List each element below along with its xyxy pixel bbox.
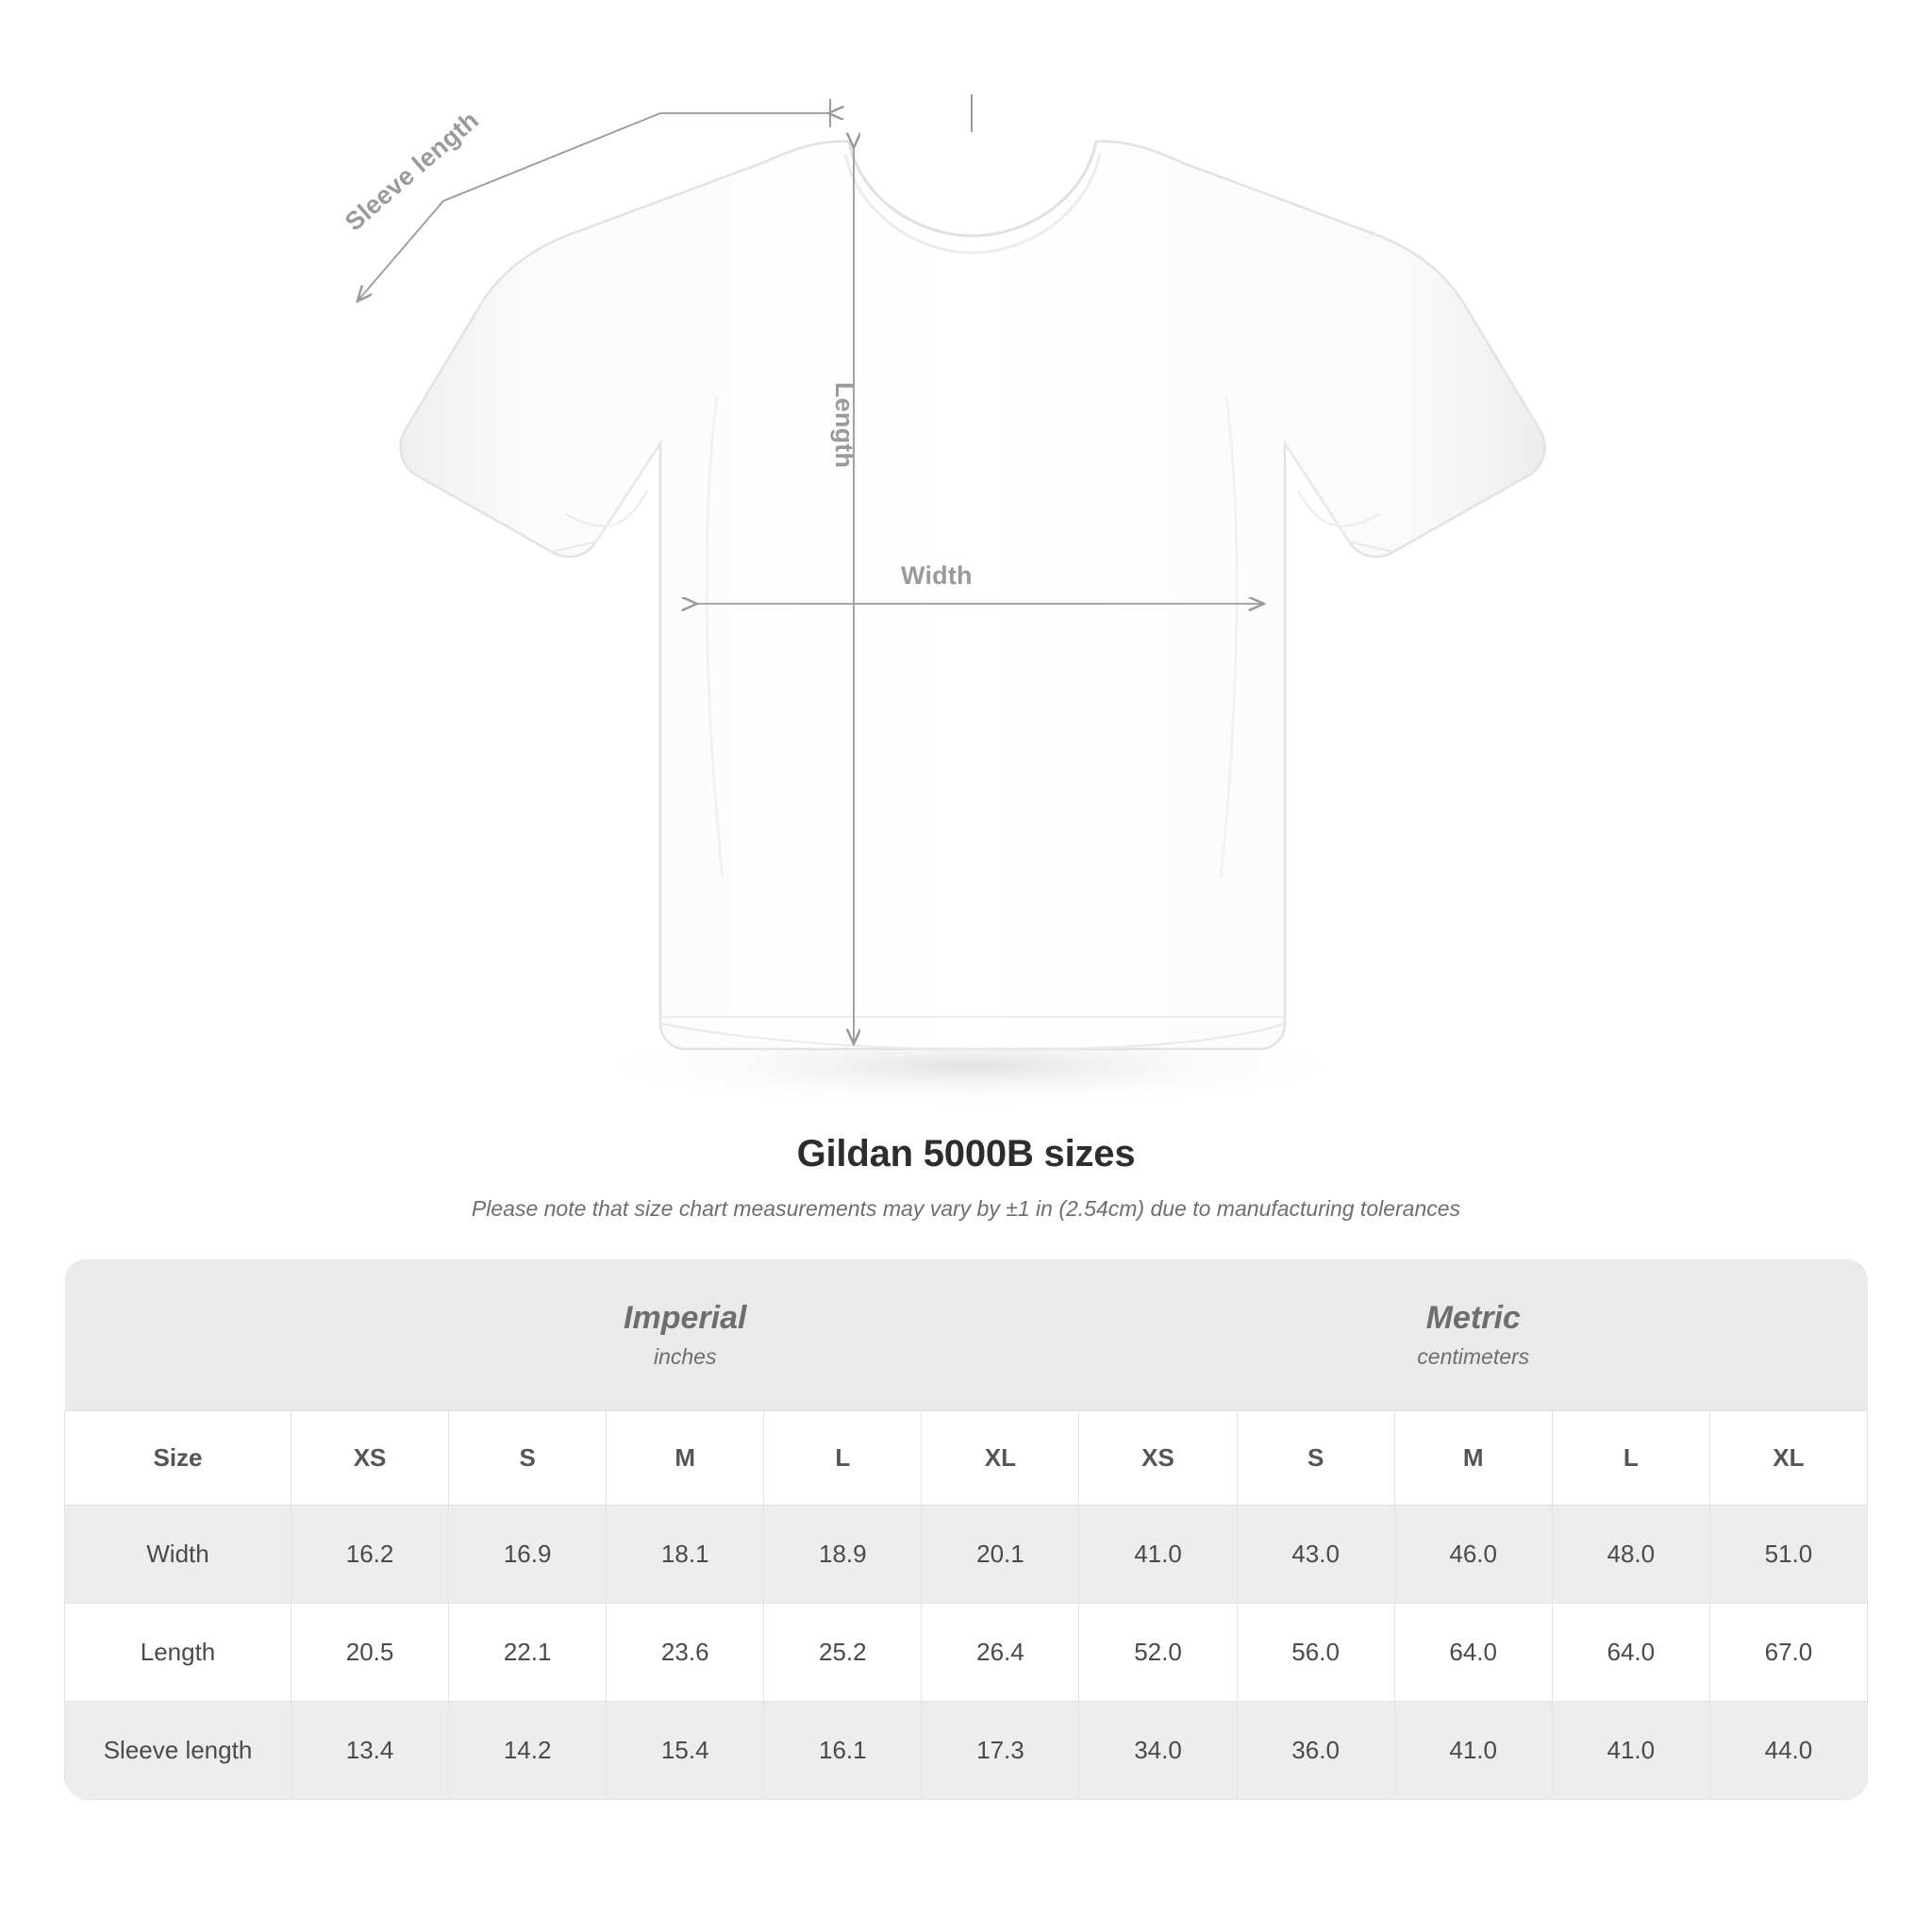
cell-width-xs-cm: 41.0 xyxy=(1079,1505,1237,1603)
size-header-xl-imperial: XL xyxy=(922,1410,1079,1505)
imperial-unit-header xyxy=(291,1259,1079,1410)
cell-width-xl-cm: 51.0 xyxy=(1709,1505,1867,1603)
size-table xyxy=(64,1259,1868,1800)
cell-sleeve-m-in: 15.4 xyxy=(607,1701,764,1799)
imperial-unit-sub: inches xyxy=(653,1343,717,1369)
size-header-m-imperial: M xyxy=(607,1410,764,1505)
cell-width-s-in: 16.9 xyxy=(449,1505,607,1603)
cell-sleeve-xs-cm: 34.0 xyxy=(1079,1701,1237,1799)
table-row xyxy=(65,1701,1868,1799)
cell-length-xs-in: 20.5 xyxy=(291,1603,449,1701)
imperial-unit-name: Imperial xyxy=(624,1299,747,1336)
size-header-row xyxy=(65,1410,1868,1505)
cell-length-l-in: 25.2 xyxy=(764,1603,922,1701)
cell-width-l-cm: 48.0 xyxy=(1552,1505,1709,1603)
title-block xyxy=(0,1133,1932,1222)
cell-sleeve-l-in: 16.1 xyxy=(764,1701,922,1799)
cell-length-l-cm: 64.0 xyxy=(1552,1603,1709,1701)
metric-unit-name: Metric xyxy=(1425,1299,1521,1336)
table-row xyxy=(65,1505,1868,1603)
cell-sleeve-m-cm: 41.0 xyxy=(1394,1701,1552,1799)
row-label-sleeve-length: Sleeve length xyxy=(65,1701,291,1799)
cell-sleeve-l-cm: 41.0 xyxy=(1552,1701,1709,1799)
cell-length-xl-in: 26.4 xyxy=(922,1603,1079,1701)
cell-width-m-cm: 46.0 xyxy=(1394,1505,1552,1603)
size-header-xs-metric: XS xyxy=(1079,1410,1237,1505)
cell-width-l-in: 18.9 xyxy=(764,1505,922,1603)
size-header-l-metric: L xyxy=(1552,1410,1709,1505)
size-header-xs-imperial: XS xyxy=(291,1410,449,1505)
size-header-s-imperial: S xyxy=(449,1410,607,1505)
cell-sleeve-s-cm: 36.0 xyxy=(1237,1701,1394,1799)
cell-width-m-in: 18.1 xyxy=(607,1505,764,1603)
width-dimension-label: Width xyxy=(901,561,973,590)
size-header-s-metric: S xyxy=(1237,1410,1394,1505)
cell-length-xs-cm: 52.0 xyxy=(1079,1603,1237,1701)
cell-sleeve-xl-in: 17.3 xyxy=(922,1701,1079,1799)
tolerance-note: Please note that size chart measurements may vary by ±1 in (2.54cm) due to manufacturing tolerances xyxy=(471,1196,1461,1221)
sleeve-length-dimension-label: Sleeve length xyxy=(340,106,485,237)
size-header-m-metric: M xyxy=(1394,1410,1552,1505)
cell-sleeve-s-in: 14.2 xyxy=(449,1701,607,1799)
cell-length-xl-cm: 67.0 xyxy=(1709,1603,1867,1701)
size-header-xl-metric: XL xyxy=(1709,1410,1867,1505)
units-header-row xyxy=(65,1259,1868,1410)
cell-width-xl-in: 20.1 xyxy=(922,1505,1079,1603)
cell-sleeve-xs-in: 13.4 xyxy=(291,1701,449,1799)
metric-unit-sub: centimeters xyxy=(1417,1343,1530,1369)
length-dimension-label: Length xyxy=(830,382,858,469)
cell-length-s-in: 22.1 xyxy=(449,1603,607,1701)
cell-width-s-cm: 43.0 xyxy=(1237,1505,1394,1603)
cell-length-m-in: 23.6 xyxy=(607,1603,764,1701)
row-label-width: Width xyxy=(65,1505,291,1603)
table-corner-cell xyxy=(65,1259,291,1410)
tshirt-body xyxy=(401,142,1545,1050)
size-header-l-imperial: L xyxy=(764,1410,922,1505)
cell-sleeve-xl-cm: 44.0 xyxy=(1709,1701,1867,1799)
cell-length-m-cm: 64.0 xyxy=(1394,1603,1552,1701)
cell-length-s-cm: 56.0 xyxy=(1237,1603,1394,1701)
size-header-label: Size xyxy=(65,1410,291,1505)
metric-unit-header xyxy=(1079,1259,1868,1410)
size-table-wrapper xyxy=(64,1259,1868,1800)
cell-width-xs-in: 16.2 xyxy=(291,1505,449,1603)
table-row xyxy=(65,1603,1868,1701)
row-label-length: Length xyxy=(65,1603,291,1701)
page-title: Gildan 5000B sizes xyxy=(796,1133,1136,1174)
